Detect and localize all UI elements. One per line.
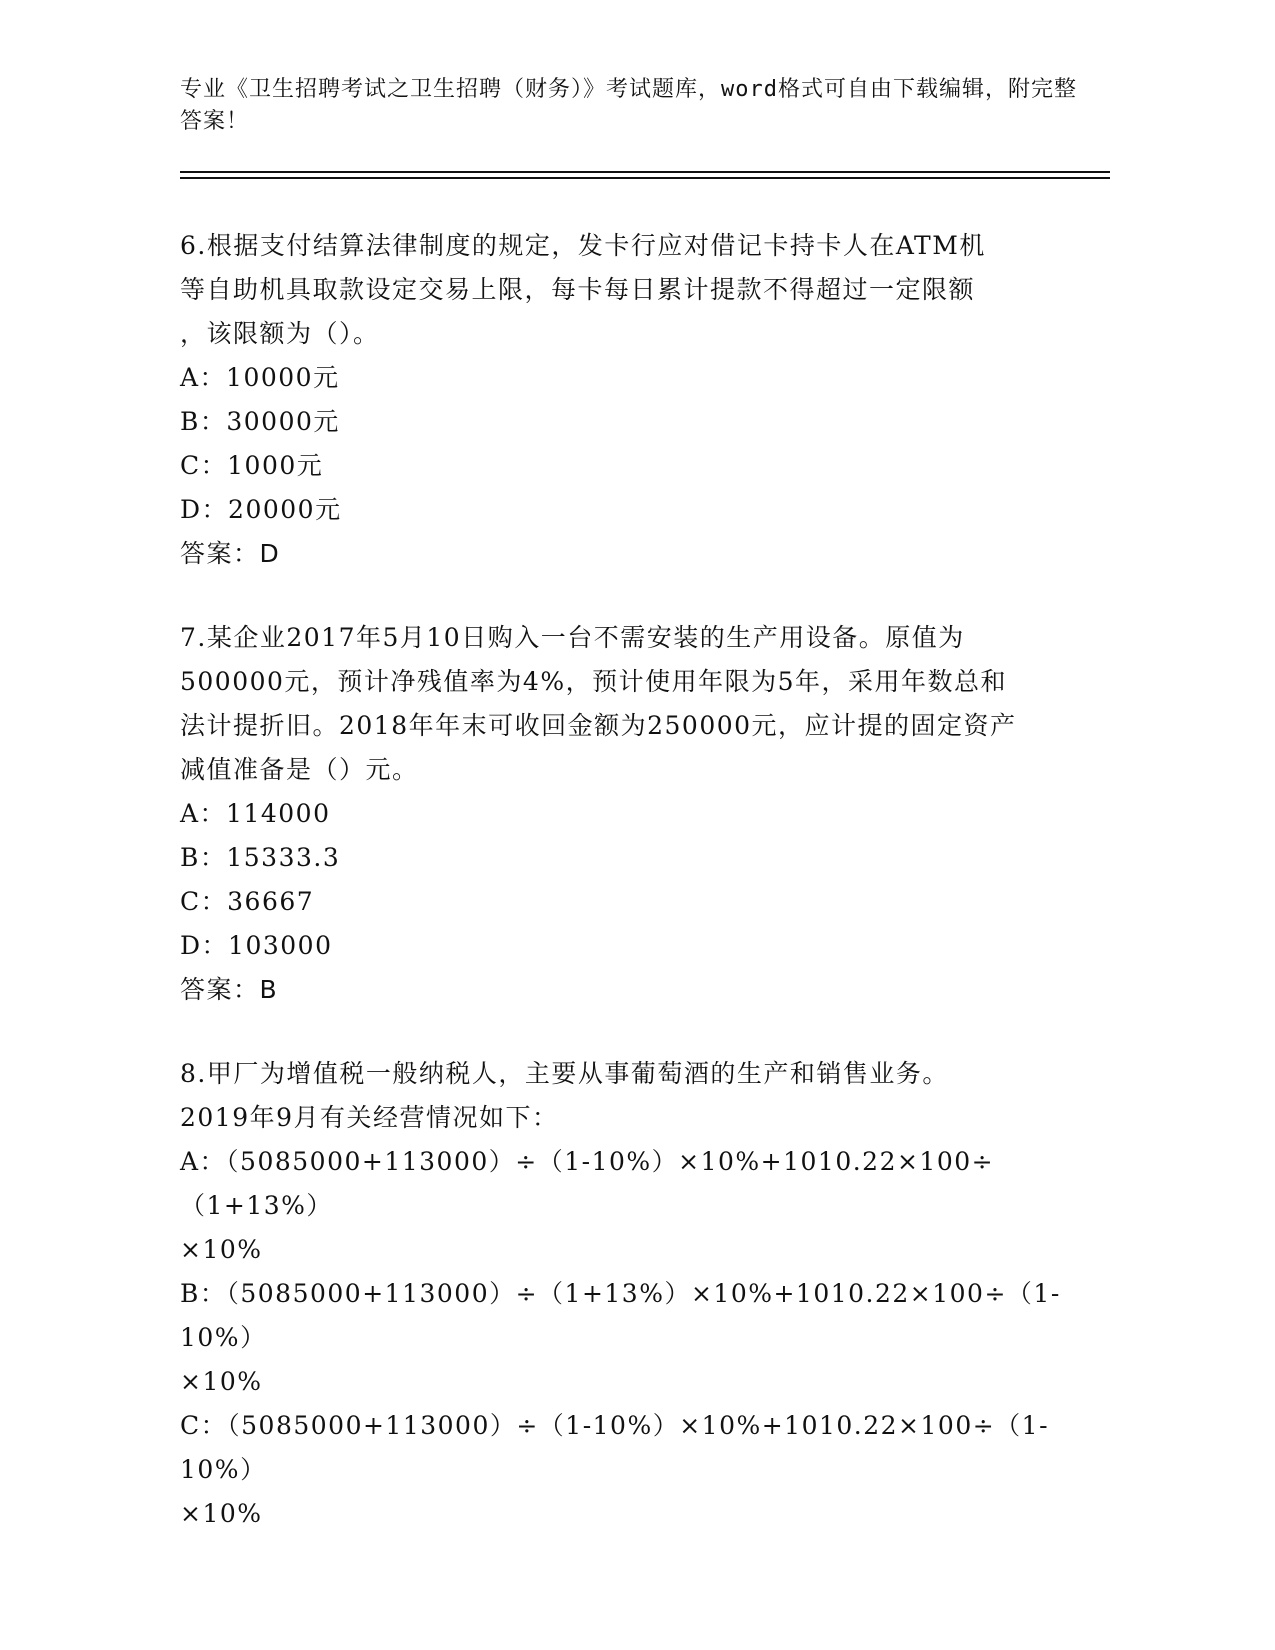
option-d: D：103000	[180, 931, 333, 960]
question-stem-line: ，该限额为（）。	[180, 319, 380, 348]
question-stem-line: 减值准备是（）元。	[180, 755, 419, 784]
document-header: 专业《卫生招聘考试之卫生招聘（财务）》考试题库，word格式可自由下载编辑，附完整答案！	[180, 77, 1077, 134]
header-divider-top	[180, 171, 1110, 173]
answer-label: 答案：D	[180, 539, 281, 568]
header-divider-bottom	[180, 177, 1110, 179]
option-a: A：10000元	[180, 363, 340, 392]
option-a-continued: ×10%	[180, 1235, 263, 1264]
question-stem-line: 法计提折旧。2018年年末可收回金额为250000元，应计提的固定资产	[180, 711, 1017, 740]
option-b: B：30000元	[180, 407, 340, 436]
option-b-continued: ×10%	[180, 1367, 263, 1396]
option-a: A：（5085000+113000）÷（1-10%）×10%+1010.22×100÷（1+13%）	[180, 1147, 995, 1220]
question-stem-line: 2019年9月有关经营情况如下：	[180, 1103, 559, 1132]
option-c: C：36667	[180, 887, 315, 916]
option-b: B：15333.3	[180, 843, 341, 872]
question-stem-line: 500000元，预计净残值率为4%，预计使用年限为5年，采用年数总和	[180, 667, 1008, 696]
option-c: C：1000元	[180, 451, 324, 480]
question-stem-line: 8.甲厂为增值税一般纳税人，主要从事葡萄酒的生产和销售业务。	[180, 1059, 949, 1088]
option-d: D：20000元	[180, 495, 342, 524]
answer-label: 答案：B	[180, 975, 279, 1004]
question-stem-line: 6.根据支付结算法律制度的规定，发卡行应对借记卡持卡人在ATM机	[180, 231, 986, 260]
option-a: A：114000	[180, 799, 331, 828]
question-stem-line: 7.某企业2017年5月10日购入一台不需安装的生产用设备。原值为	[180, 623, 965, 652]
question-6	[180, 224, 1080, 576]
option-c: C：（5085000+113000）÷（1-10%）×10%+1010.22×100÷（1-10%）	[180, 1411, 1050, 1484]
question-8	[180, 1052, 1080, 1536]
question-stem-line: 等自助机具取款设定交易上限，每卡每日累计提款不得超过一定限额	[180, 275, 976, 304]
option-c-continued: ×10%	[180, 1499, 263, 1528]
question-7	[180, 616, 1080, 1012]
option-b: B：（5085000+113000）÷（1+13%）×10%+1010.22×100÷（1-10%）	[180, 1279, 1061, 1352]
